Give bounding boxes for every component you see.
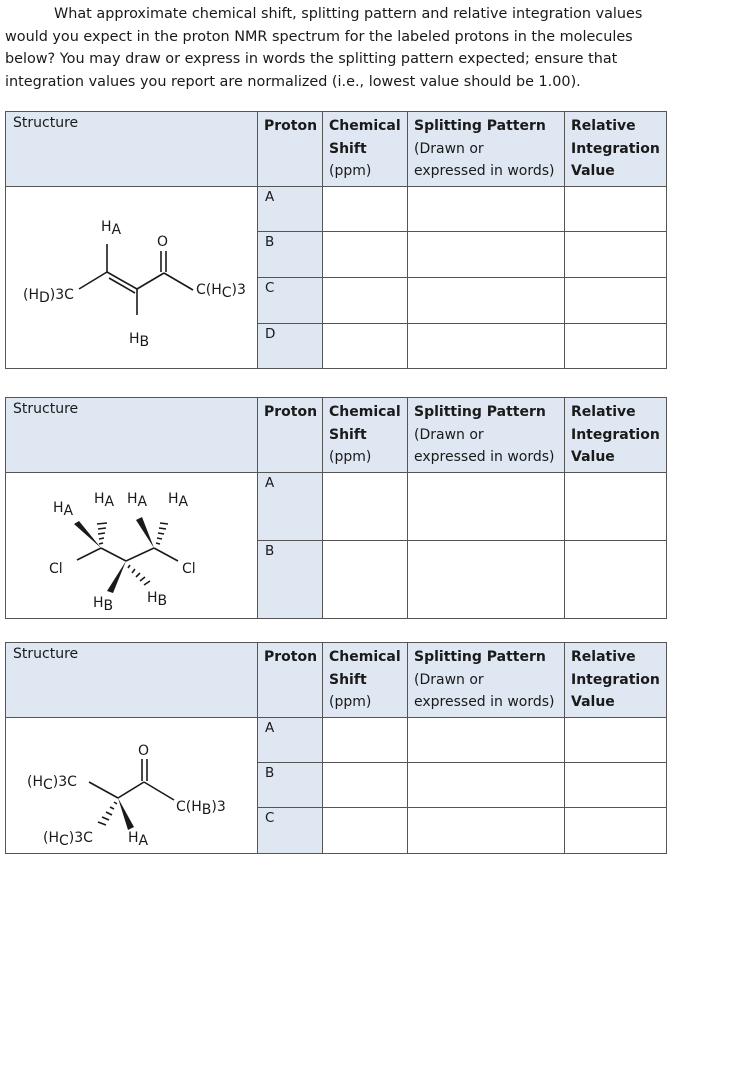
header-chemical-shift: Chemical Shift (ppm) bbox=[323, 643, 408, 718]
hash-bond bbox=[97, 523, 107, 544]
header-relative-integration: Relative Integration Value bbox=[565, 398, 667, 473]
splitting-pattern-cell[interactable] bbox=[408, 277, 565, 323]
chemical-shift-cell[interactable] bbox=[323, 323, 408, 368]
splitting-pattern-cell[interactable] bbox=[408, 807, 565, 853]
chlorine-label: Cl bbox=[182, 560, 196, 577]
chemical-shift-cell[interactable] bbox=[323, 807, 408, 853]
splitting-pattern-cell[interactable] bbox=[408, 762, 565, 807]
nmr-table-2 bbox=[5, 397, 667, 619]
chemical-shift-cell[interactable] bbox=[323, 277, 408, 323]
proton-label: C bbox=[258, 277, 323, 323]
table-row bbox=[6, 717, 667, 762]
header-proton: Proton bbox=[258, 643, 323, 718]
header-relative-integration: Relative Integration Value bbox=[565, 643, 667, 718]
hash-bond bbox=[128, 565, 150, 585]
label-hb-group: C(HB)3 bbox=[176, 798, 226, 818]
table-row bbox=[6, 186, 667, 231]
chemical-shift-cell[interactable] bbox=[323, 186, 408, 231]
label-hb: HB bbox=[129, 330, 150, 350]
header-structure: Structure bbox=[6, 643, 258, 718]
integration-cell[interactable] bbox=[565, 762, 667, 807]
wedge-bond bbox=[74, 521, 101, 548]
proton-label: A bbox=[258, 717, 323, 762]
label-hc-group: (HC)3C bbox=[43, 829, 93, 849]
instructions-line-4: integration values you report are normalized (i.e., lowest value should be 1.00). bbox=[5, 73, 581, 90]
header-relative-integration: Relative Integration Value bbox=[565, 112, 667, 187]
molecule-2-structure bbox=[6, 472, 258, 618]
splitting-pattern-cell[interactable] bbox=[408, 540, 565, 618]
proton-label: B bbox=[258, 540, 323, 618]
header-chemical-shift: Chemical Shift (ppm) bbox=[323, 112, 408, 187]
molecule-1-drawing bbox=[6, 187, 258, 369]
label-ha: HA bbox=[128, 829, 149, 849]
molecule-3-structure bbox=[6, 717, 258, 853]
molecule-3-drawing bbox=[6, 718, 258, 854]
chemical-shift-cell[interactable] bbox=[323, 540, 408, 618]
label-hc-group: C(HC)3 bbox=[196, 281, 246, 301]
integration-cell[interactable] bbox=[565, 323, 667, 368]
wedge-bond bbox=[118, 798, 134, 830]
proton-label: B bbox=[258, 762, 323, 807]
instructions-paragraph bbox=[5, 3, 730, 93]
integration-cell[interactable] bbox=[565, 540, 667, 618]
header-splitting-pattern: Splitting Pattern (Drawn or expressed in words) bbox=[408, 112, 565, 187]
label-hc-group: (HC)3C bbox=[27, 773, 77, 793]
label-ha: HA bbox=[168, 490, 189, 510]
oxygen-label: O bbox=[157, 233, 169, 250]
nmr-table-1 bbox=[5, 111, 667, 369]
chemical-shift-cell[interactable] bbox=[323, 717, 408, 762]
header-row bbox=[6, 398, 667, 473]
header-row bbox=[6, 112, 667, 187]
label-hb: HB bbox=[93, 594, 114, 614]
proton-label: A bbox=[258, 186, 323, 231]
splitting-pattern-cell[interactable] bbox=[408, 472, 565, 540]
integration-cell[interactable] bbox=[565, 807, 667, 853]
integration-cell[interactable] bbox=[565, 277, 667, 323]
wedge-bond bbox=[136, 517, 154, 548]
molecule-1-structure bbox=[6, 186, 258, 368]
header-structure: Structure bbox=[6, 398, 258, 473]
integration-cell[interactable] bbox=[565, 186, 667, 231]
header-chemical-shift: Chemical Shift (ppm) bbox=[323, 398, 408, 473]
label-ha: HA bbox=[94, 490, 115, 510]
instructions-line-2: would you expect in the proton NMR spectrum for the labeled protons in the molecules bbox=[5, 28, 633, 45]
header-proton: Proton bbox=[258, 398, 323, 473]
integration-cell[interactable] bbox=[565, 472, 667, 540]
instructions-line-1: What approximate chemical shift, splitting pattern and relative integration values bbox=[54, 6, 643, 22]
integration-cell[interactable] bbox=[565, 717, 667, 762]
proton-label: C bbox=[258, 807, 323, 853]
instructions-line-3: below? You may draw or express in words the splitting pattern expected; ensure that bbox=[5, 51, 618, 67]
splitting-pattern-cell[interactable] bbox=[408, 323, 565, 368]
chlorine-label: Cl bbox=[49, 560, 63, 577]
label-hd-group: (HD)3C bbox=[23, 286, 74, 306]
label-ha: HA bbox=[127, 490, 148, 510]
molecule-2-drawing bbox=[6, 473, 258, 619]
header-splitting-pattern: Splitting Pattern (Drawn or expressed in words) bbox=[408, 643, 565, 718]
integration-cell[interactable] bbox=[565, 231, 667, 277]
header-splitting-pattern: Splitting Pattern (Drawn or expressed in words) bbox=[408, 398, 565, 473]
chemical-shift-cell[interactable] bbox=[323, 231, 408, 277]
table-row bbox=[6, 472, 667, 540]
hash-bond bbox=[156, 523, 168, 544]
header-row bbox=[6, 643, 667, 718]
header-proton: Proton bbox=[258, 112, 323, 187]
header-structure: Structure bbox=[6, 112, 258, 187]
proton-label: B bbox=[258, 231, 323, 277]
wedge-bond bbox=[107, 561, 126, 593]
proton-label: D bbox=[258, 323, 323, 368]
hash-bond bbox=[98, 802, 117, 825]
label-hb: HB bbox=[147, 589, 168, 609]
splitting-pattern-cell[interactable] bbox=[408, 231, 565, 277]
proton-label: A bbox=[258, 472, 323, 540]
splitting-pattern-cell[interactable] bbox=[408, 186, 565, 231]
oxygen-label: O bbox=[138, 742, 150, 759]
label-ha: HA bbox=[53, 499, 74, 519]
chemical-shift-cell[interactable] bbox=[323, 472, 408, 540]
nmr-table-3 bbox=[5, 642, 667, 854]
splitting-pattern-cell[interactable] bbox=[408, 717, 565, 762]
label-ha: HA bbox=[101, 218, 122, 238]
chemical-shift-cell[interactable] bbox=[323, 762, 408, 807]
